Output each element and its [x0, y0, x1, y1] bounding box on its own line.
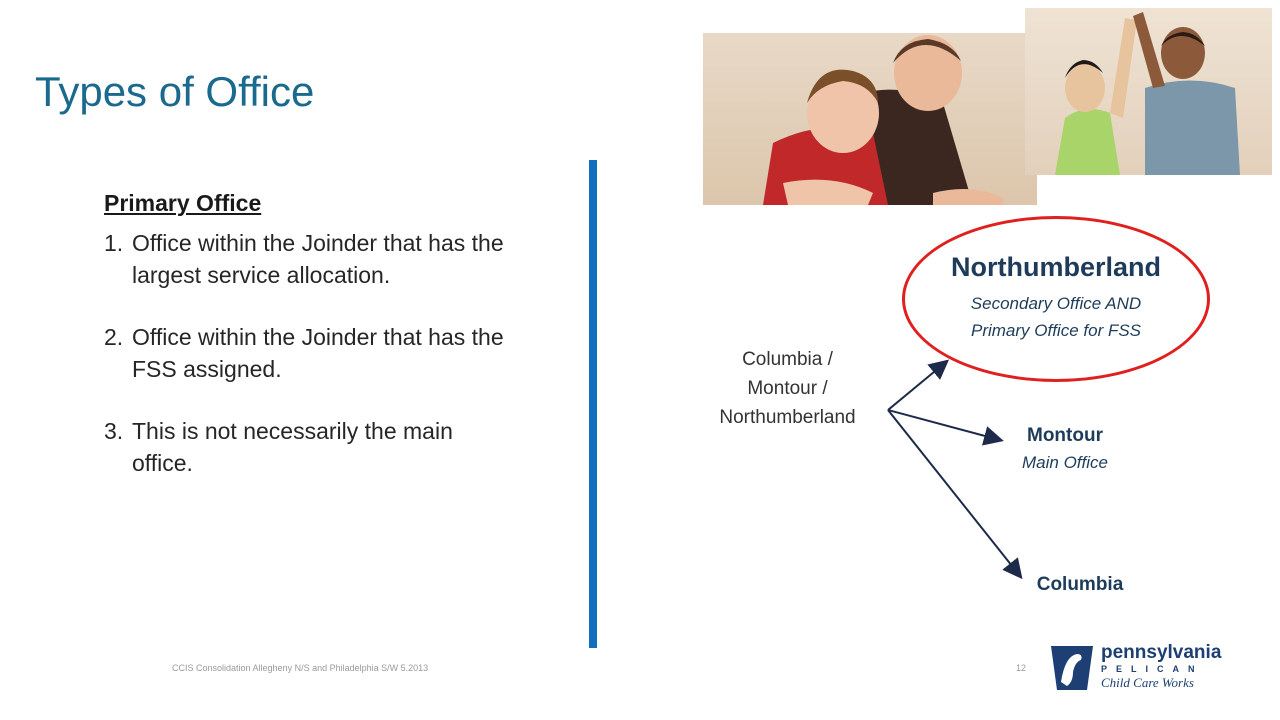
keystone-pelican-icon [1047, 642, 1097, 694]
section-heading: Primary Office [104, 190, 262, 216]
logo-line-2: PELICAN [1101, 664, 1204, 674]
list-item [104, 415, 504, 479]
source-line: Montour / [747, 378, 828, 399]
slide-title: Types of Office [35, 68, 315, 115]
description-line: Primary Office for FSS [970, 321, 1142, 340]
photo-boys-high-five [1025, 8, 1272, 175]
logo-line-1: pennsylvania [1101, 642, 1222, 663]
footer-text: CCIS Consolidation Allegheny N/S and Philadelphia S/W 5.2013 [172, 663, 429, 673]
columbia-title: Columbia [1036, 574, 1124, 595]
primary-office-section [104, 190, 504, 509]
arrow-to-northumberland [888, 362, 946, 410]
list-item-number: 2. [104, 324, 124, 350]
definition-list [104, 227, 504, 479]
source-line: Northumberland [719, 407, 856, 428]
source-joinder-label [690, 345, 885, 432]
montour-title: Montour [1027, 425, 1103, 446]
vertical-divider [589, 160, 597, 648]
list-item [104, 321, 504, 385]
photo-boys-back-to-back [703, 33, 1037, 205]
list-item-text: This is not necessarily the main office. [132, 418, 453, 476]
northumberland-title: Northumberland [950, 252, 1161, 282]
source-line: Columbia / [742, 349, 833, 370]
arrow-to-montour [888, 410, 1000, 440]
northumberland-description [905, 290, 1207, 344]
pa-pelican-logo [1047, 642, 1227, 694]
list-item-number: 3. [104, 418, 124, 444]
logo-line-3: Child Care Works [1101, 675, 1194, 690]
list-item-text: Office within the Joinder that has the largest service allocation. [132, 230, 504, 288]
page-number: 12 [1016, 663, 1027, 673]
list-item-number: 1. [104, 230, 124, 256]
list-item-text: Office within the Joinder that has the FSS assigned. [132, 324, 504, 382]
description-line: Secondary Office AND [970, 294, 1142, 313]
montour-description: Main Office [1022, 453, 1108, 472]
list-item [104, 227, 504, 291]
